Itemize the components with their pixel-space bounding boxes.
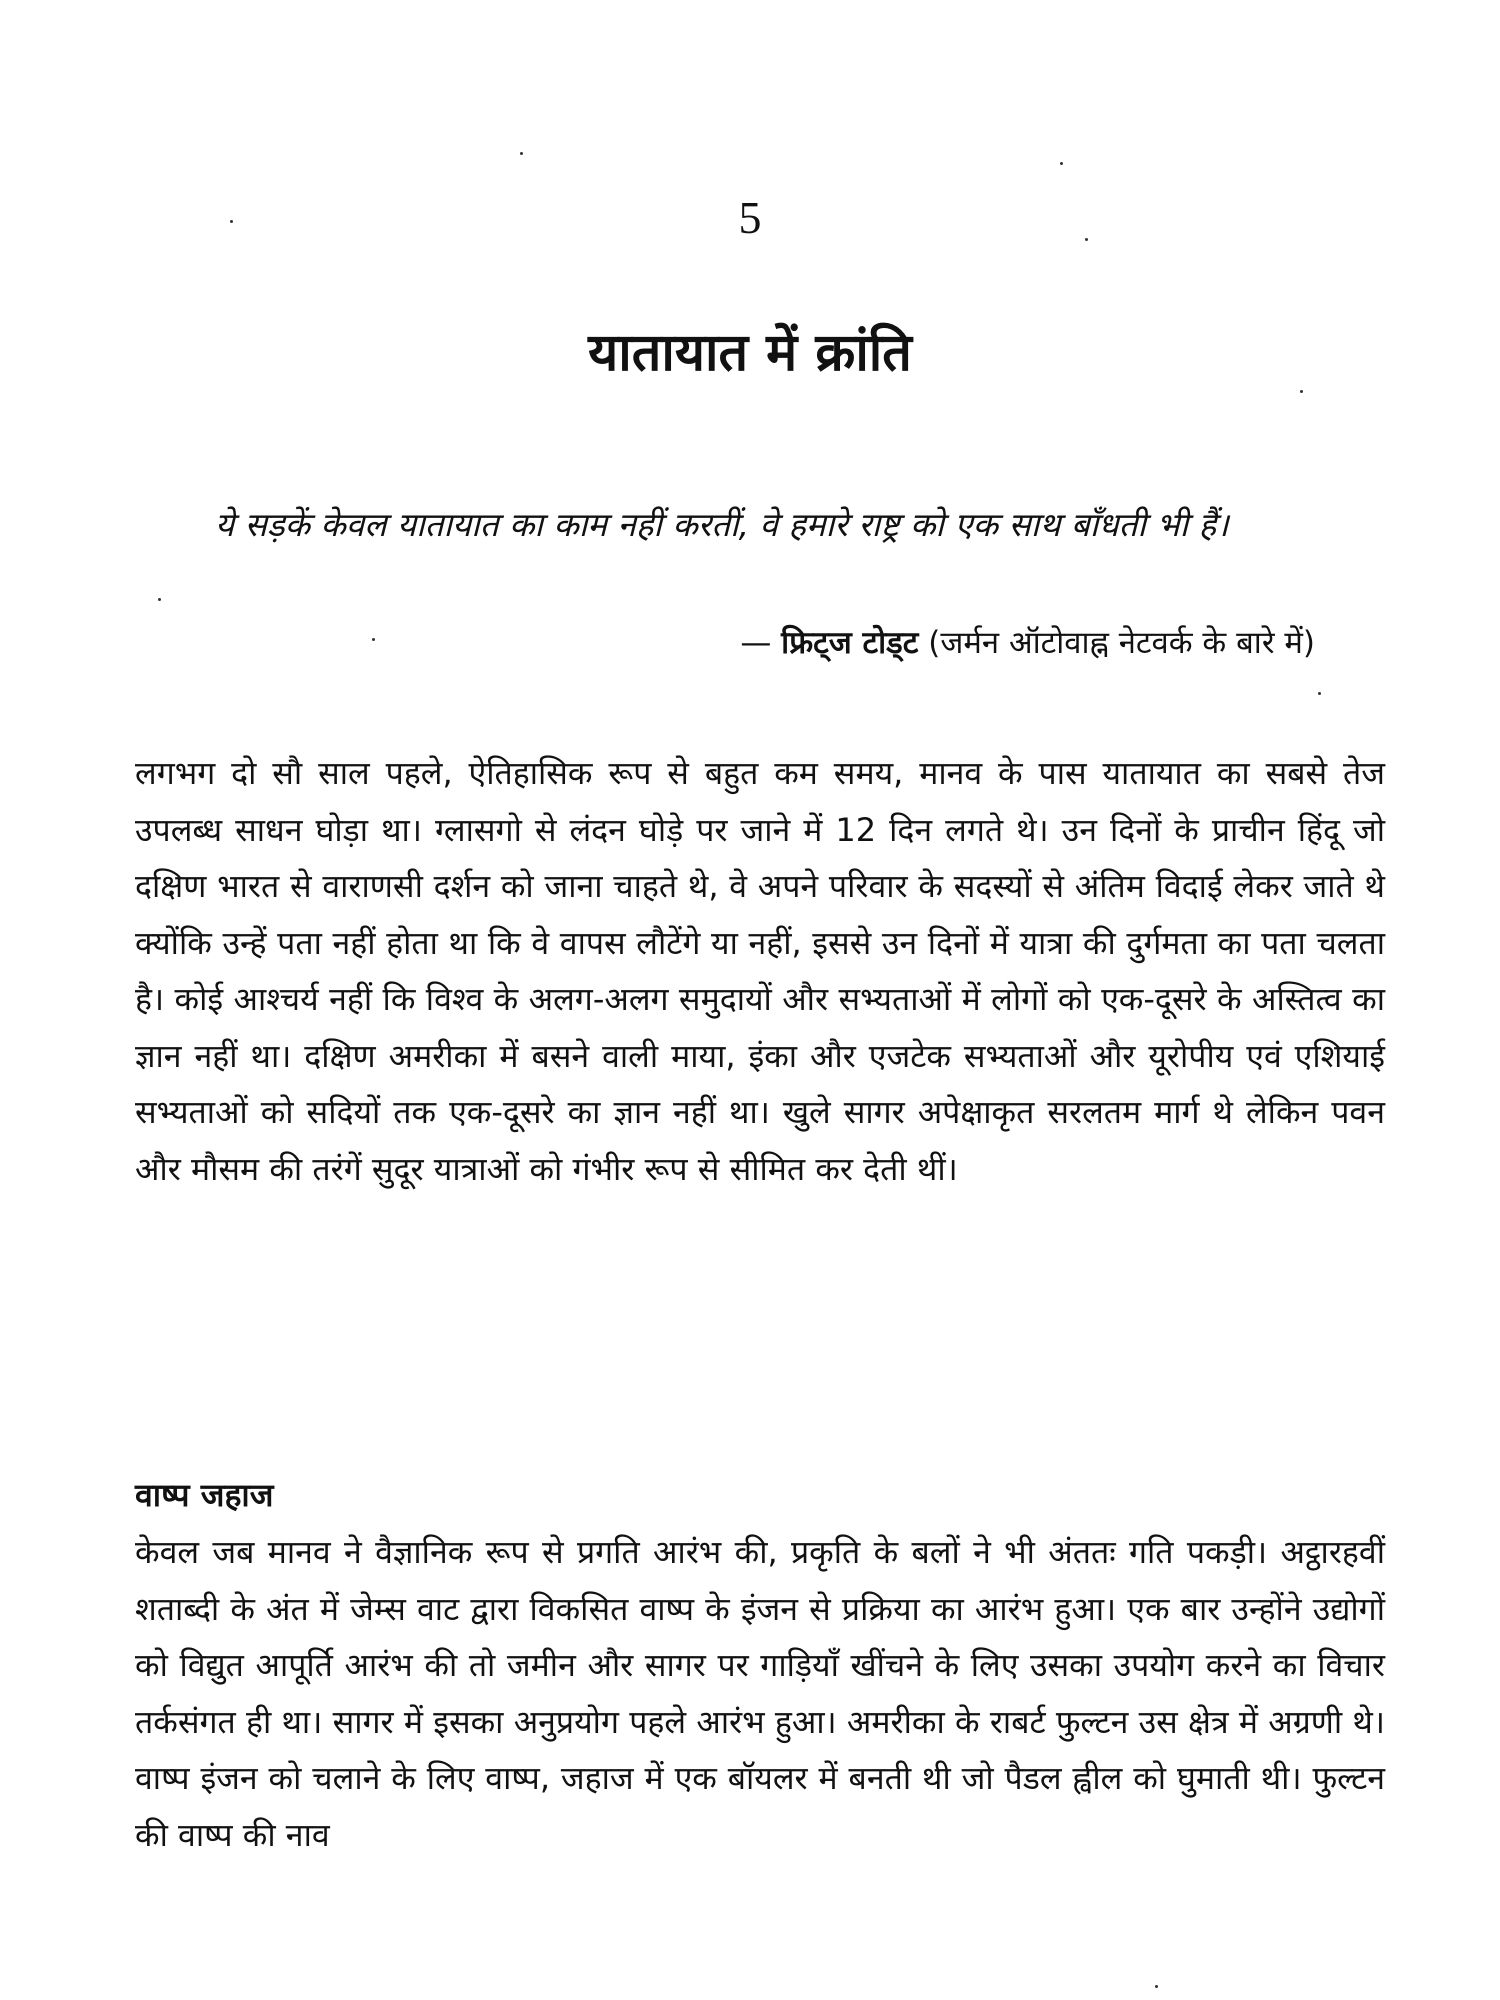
body-paragraph-1: लगभग दो सौ साल पहले, ऐतिहासिक रूप से बहुत कम समय, मानव के पास यातायात का सबसे तेज उपलब्ध साधन घोड़ा था। ग्लासगो से लंदन घोड़े पर जाने में 12 दिन लगते थे। उन दिनों के प्राचीन हिंदू जो दक्षिण भारत से वाराणसी दर्शन को जाना चाहते थे, वे अपने परिवार के सदस्यों से अंतिम विदाई लेकर जाते थे क्योंकि उन्हें पता नहीं होता था कि वे वापस लौटेंगे या नहीं, इससे उन दिनों में यात्रा की दुर्गमता का पता चलता है। कोई आश्चर्य नहीं कि विश्व के अलग-अलग समुदायों और सभ्यताओं में लोगों को एक-दूसरे के अस्तित्व का ज्ञान नहीं था। दक्षिण अमरीका में बसने वाली माया, इंका और एजटेक सभ्यताओं और यूरोपीय एवं एशियाई सभ्यताओं को सदियों तक एक-दूसरे का ज्ञान नहीं था। खुले सागर अपेक्षाकृत सरलतम मार्ग थे लेकिन पवन और मौसम की तरंगें सुदूर यात्राओं को गंभीर रूप से सीमित कर देती थीं। bbox=[135, 754, 1385, 1188]
scan-speck bbox=[1060, 162, 1063, 165]
scan-speck bbox=[372, 638, 375, 641]
scan-speck bbox=[520, 152, 523, 155]
scan-speck bbox=[1318, 692, 1321, 695]
section-heading: वाष्प जहाज bbox=[135, 1476, 274, 1514]
scan-speck bbox=[158, 598, 161, 601]
scan-speck bbox=[230, 220, 233, 223]
scan-speck bbox=[1085, 238, 1088, 241]
epigraph-context: (जर्मन ऑटोवाह्न नेटवर्क के बारे में) bbox=[918, 625, 1315, 661]
epigraph-quote: ये सड़कें केवल यातायात का काम नहीं करतीं, वे हमारे राष्ट्र को एक साथ बाँधती भी हैं। bbox=[215, 505, 1229, 544]
attribution-dash: — bbox=[740, 625, 782, 661]
chapter-number: 5 bbox=[738, 192, 762, 243]
scan-speck bbox=[1300, 390, 1303, 393]
body-paragraph-2: केवल जब मानव ने वैज्ञानिक रूप से प्रगति आरंभ की, प्रकृति के बलों ने भी अंततः गति पकड़ी। अट्ठारहवीं शताब्दी के अंत में जेम्स वाट द्वारा विकसित वाष्प के इंजन से प्रक्रिया का आरंभ हुआ। एक बार उन्होंने उद्योगों को विद्युत आपूर्ति आरंभ की तो जमीन और सागर पर गाड़ियाँ खींचने के लिए उसका उपयोग करने का विचार तर्कसंगत ही था। सागर में इसका अनुप्रयोग पहले आरंभ हुआ। अमरीका के राबर्ट फुल्टन उस क्षेत्र में अग्रणी थे। वाष्प इंजन को चलाने के लिए वाष्प, जहाज में एक बॉयलर में बनती थी जो पैडल ह्वील को घुमाती थी। फुल्टन की वाष्प की नाव bbox=[135, 1533, 1385, 1854]
chapter-title: यातायात में क्रांति bbox=[588, 323, 912, 383]
epigraph-author: फ्रिट्ज टोड्ट bbox=[781, 625, 919, 661]
scan-speck bbox=[1155, 1985, 1158, 1988]
epigraph-attribution bbox=[535, 618, 1315, 668]
